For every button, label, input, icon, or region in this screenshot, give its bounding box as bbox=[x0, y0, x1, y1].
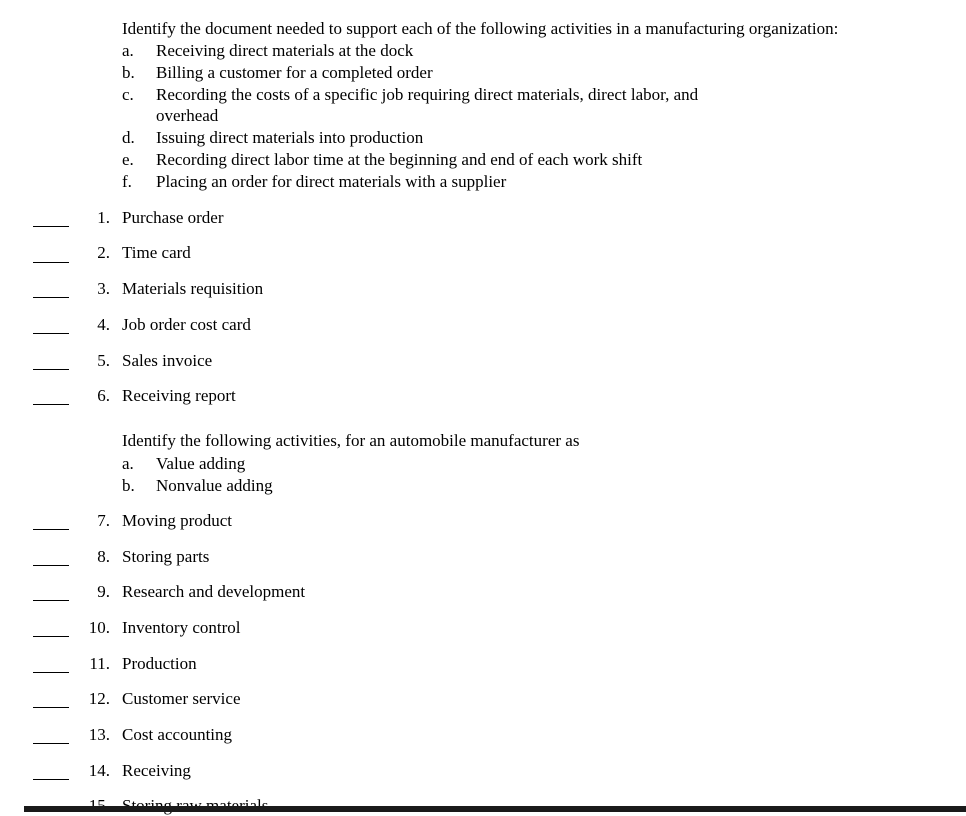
option-text: Billing a customer for a completed order bbox=[156, 63, 433, 82]
item-number: 10. bbox=[88, 618, 110, 637]
option-text: Recording the costs of a specific job requiring direct materials, direct labor, and bbox=[156, 85, 699, 104]
item-text: Receiving bbox=[122, 761, 191, 780]
option-letter: d. bbox=[122, 128, 135, 147]
item-number: 7. bbox=[97, 511, 110, 530]
item-number: 13. bbox=[88, 725, 110, 744]
item-text: Inventory control bbox=[122, 618, 241, 637]
option-text: Issuing direct materials into production bbox=[156, 128, 424, 147]
item-number: 5. bbox=[97, 351, 110, 370]
option-letter: b. bbox=[122, 63, 135, 82]
option-letter: f. bbox=[122, 172, 132, 191]
item-text: Research and development bbox=[122, 582, 306, 601]
option-text: Placing an order for direct materials with a supplier bbox=[156, 172, 507, 191]
item-number: 9. bbox=[97, 582, 110, 601]
item-number: 3. bbox=[97, 279, 110, 298]
item-number: 11. bbox=[89, 654, 110, 673]
item-number: 12. bbox=[88, 689, 110, 708]
option-letter: b. bbox=[122, 476, 135, 495]
item-number: 6. bbox=[97, 386, 110, 405]
item-text: Sales invoice bbox=[122, 351, 213, 370]
item-text: Production bbox=[122, 654, 197, 673]
item-number: 14. bbox=[88, 761, 110, 780]
item-text: Purchase order bbox=[122, 208, 224, 227]
option-letter: a. bbox=[122, 41, 134, 60]
item-text: Time card bbox=[122, 243, 191, 262]
item-text: Storing parts bbox=[122, 547, 210, 566]
option-text: Nonvalue adding bbox=[156, 476, 273, 495]
option-text: Recording direct labor time at the beginning and end of each work shift bbox=[156, 150, 643, 169]
item-text: Materials requisition bbox=[122, 279, 264, 298]
item-number: 4. bbox=[97, 315, 110, 334]
bottom-edge-bar bbox=[24, 806, 966, 812]
section2-instruction: Identify the following activities, for an automobile manufacturer as bbox=[122, 431, 580, 450]
section1-instruction: Identify the document needed to support each of the following activities in a manufacturing organization: bbox=[122, 19, 839, 38]
option-text: Receiving direct materials at the dock bbox=[156, 41, 414, 60]
option-letter: e. bbox=[122, 150, 134, 169]
item-text: Cost accounting bbox=[122, 725, 233, 744]
item-number: 1. bbox=[97, 208, 110, 227]
item-text: Moving product bbox=[122, 511, 233, 530]
item-text: Receiving report bbox=[122, 386, 236, 405]
option-text: Value adding bbox=[156, 454, 246, 473]
item-text: Job order cost card bbox=[122, 315, 251, 334]
item-text: Customer service bbox=[122, 689, 241, 708]
item-number: 2. bbox=[97, 243, 110, 262]
option-letter: c. bbox=[122, 85, 134, 104]
option-text-continued: overhead bbox=[156, 106, 219, 125]
item-number: 8. bbox=[97, 547, 110, 566]
option-letter: a. bbox=[122, 454, 134, 473]
